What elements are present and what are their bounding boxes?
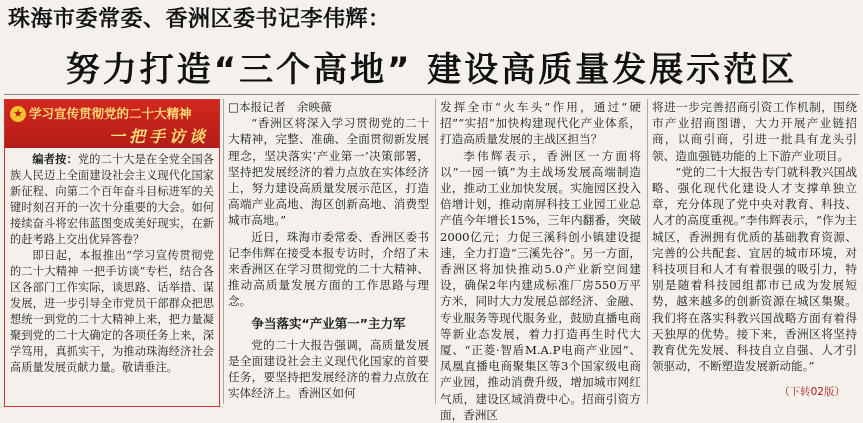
column-divider: [647, 99, 648, 404]
article-paragraph: 近日，珠海市委常委、香洲区委书记李伟辉在接受本报专访时，介绍了未来香洲区在学习贯彻党的二十大精神、推动高质量发展方面的工作思路与理念。: [228, 229, 429, 309]
column-divider: [435, 99, 436, 404]
banner-subtitle: 一把手访谈: [108, 127, 209, 146]
editor-note: [5, 148, 219, 376]
continued-note: （下转02版）: [779, 386, 845, 398]
article-paragraph: 发挥全市“火车头”作用，通过“硬招”“实招”加快构建现代化产业体系，打造高质量发展的主战区担当？: [440, 100, 641, 147]
headline-kicker: 珠海市委常委、香洲区委书记李伟辉：: [8, 7, 391, 32]
article-subhead: 争当落实“产业第一”主力军: [251, 315, 406, 331]
article-paragraph: 李伟辉表示，香洲区一方面将以“一园一镇”为主战场发展高端制造业，推动工业加快发展。实施园区投入倍增计划，推动南屏科技工业园工业总产值今年增长15%，三年内翻番，突破2000亿元；力促三溪科创小镇建设提速，全力打造“三溪先谷”。另一方面，香洲区将加快推动5.0产业新空间建设，确保2年内建成标准厂房550万平方米，同时大力发展总部经济、金融、专业服务等现代服务业，鼓励直播电商等新业态发展，着力打造再生时代大厦、“正菱·智盾M.A.P电商产业园”、凤凰直播电商聚集区等3个国家级电商产业园，推动消费升级，增加城市网红气质，建设区域消费中心。招商引资方面，香洲区: [440, 148, 641, 422]
article-column-2: [440, 99, 641, 422]
party-emblem-icon: ★: [10, 106, 26, 122]
article-paragraph: “党的二十大报告专门就科教兴国战略、强化现代化建设人才支撑单独立章，充分体现了党中央对教育、科技、人才的高度重视。”李伟辉表示，“作为主城区，香洲拥有优质的基础教育资源、完善的公共配套、宜居的城市环境，对科技项目和人才有着很强的吸引力，特别是随着科技园组都市已成为发展短势，越来越多的创新资源在城区集聚。我们将在落实科教兴国战略方面有着得天独厚的优势。接下来，香洲区将坚持教育优先发展、科技自立自强、人才引领驱动，不断塑造发展新动能。”: [652, 164, 857, 374]
editor-note-paragraph: 编者按：党的二十大是在全党全国各族人民迈上全面建设社会主义现代化国家新征程、向第二个百年奋斗目标进军的关键时刻召开的一次十分重要的大会。如何接续奋斗将宏伟蓝图变成美好现实，在新的赶考路上交出优异答卷？: [10, 153, 214, 246]
headline-title: 努力打造“三个高地” 建设高质量发展示范区: [65, 50, 798, 90]
byline: □本报记者 余映薇: [228, 100, 332, 114]
headline-area: [0, 0, 863, 95]
article-paragraph: “香洲区将深入学习贯彻党的二十大精神，完整、准确、全面贯彻新发展理念，坚决落实‘产业第一’决策部署，坚持把发展经济的着力点放在实体经济上，努力建设高质量发展示范区，打造高端产业高地、海区创新高地、消费型城市高地。”: [228, 116, 429, 228]
editorial-box: [4, 99, 220, 407]
headline-rule: [4, 94, 859, 95]
column-divider: [223, 99, 224, 404]
banner-title: 学习宣传贯彻党的二十大精神: [29, 106, 192, 121]
article-column-3: [652, 99, 857, 385]
column-banner: [5, 100, 219, 148]
editor-note-label: 编者按：: [32, 153, 78, 166]
article-paragraph: 将进一步完善招商引资工作机制，围绕市产业招商图谱，大力开展产业链招商，以商引商，引进一批具有龙头引领、造血强链功能的上下游产业项目。: [652, 100, 857, 163]
article-paragraph: 党的二十大报告强调，高质量发展是全面建设社会主义现代化国家的首要任务，要坚持把发展经济的着力点放在实体经济上。香洲区如何: [228, 337, 429, 401]
article-column-1: [228, 99, 429, 405]
editor-note-paragraph: 即日起，本报推出“学习宣传贯彻党的二十大精神 一把手访谈”专栏，结合各区各部门工作实际，谈思路、话举措、谋发展，进一步引导全市党员干部群众把思想统一到党的二十大精神上来，把力量凝聚到党的二十大确定的各项任务上来，深学笃用，真抓实干，为推动珠海经济社会高质量发展贡献力量。敬请垂注。: [10, 249, 214, 374]
